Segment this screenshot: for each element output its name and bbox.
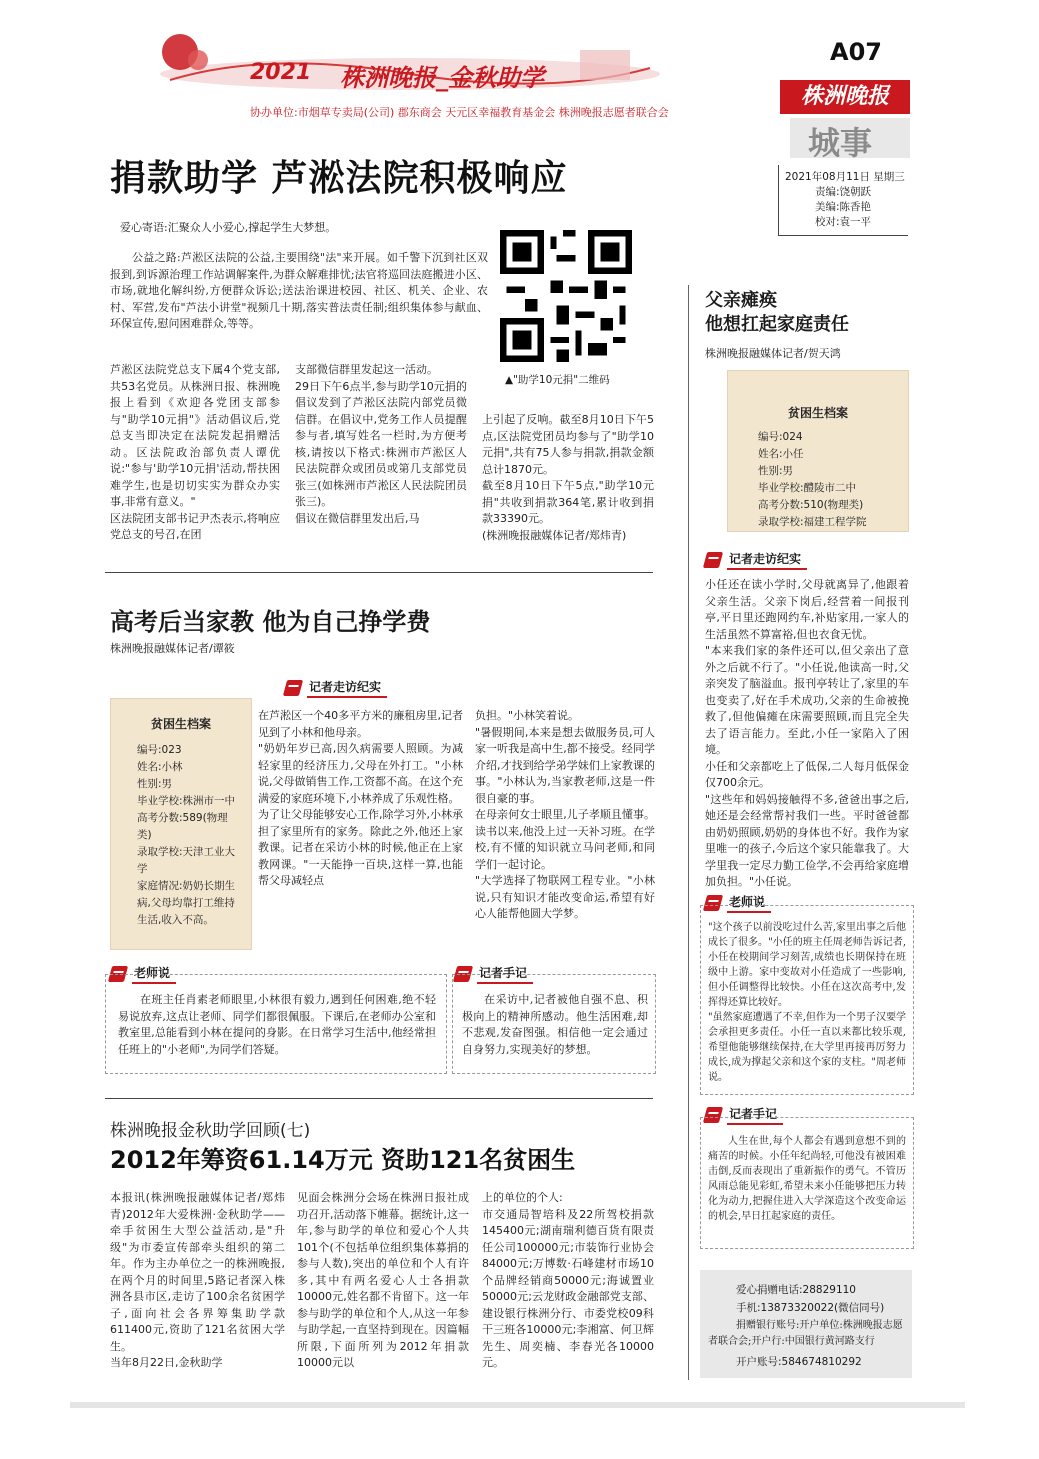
article4-visit-tag: 记者走访纪实 [705,550,807,570]
archive-title: 贫困生档案 [150,717,211,731]
article2-teacher-tag: 老师说 [110,964,176,984]
article3-headline: 2012年筹资61.14万元 资助121名贫困生 [110,1146,576,1174]
qr-caption: ▲"助学10元捐"二维码 [505,374,610,386]
article1-col3: 上引起了反响。截至8月10日下午5点,区法院党团员均参与了"助学10元捐",共有75人参与捐款,捐款金额总计1870元。 截至8月10日下午5点,"助学10元捐"共收到捐款364笔,累计收到捐款33390元。 (株洲晚报融媒体记者/郑炜青) [482,413,654,542]
article4-headline-2: 他想扛起家庭责任 [705,314,849,335]
editor: 责编:饶朝跃 [815,186,872,198]
article2-byline: 株洲晚报融媒体记者/谭筱 [110,642,235,655]
article4-archive-card [727,370,909,532]
qr-code[interactable] [500,230,632,362]
archive-row: 毕业学校:醴陵市二中 [758,482,857,494]
donation-account: 开户账号:584674810292 [736,1356,862,1368]
archive-row: 高考分数:510(物理类) [758,499,864,511]
page-code: A07 [830,38,882,66]
article4-teacher-text: "这个孩子以前没吃过什么苦,家里出事之后他成长了很多。"小任的班主任周老师告诉记者,小任在校期间学习刻苦,成绩也长期保持在班级中上游。家中变故对小任造成了一些影响,但小任调整得比较快。小任在这次高考中,发挥得还算比较好。 "虽然家庭遭遇了不幸,但作为一个男子汉要学会承担更多责任。小任一直以来都比较乐观,希望他能够继续保持,在大学里再接再厉努力成长,成为撑起父亲和这个家的支柱。"周老师说。 [708,922,906,1083]
article2-teacher-text: 在班主任肖素老师眼里,小林很有毅力,遇到任何困难,绝不轻易说放弃,这点让老师、同学们都很佩服。下课后,在老师办公室和教室里,总能看到小林在提问的身影。在日常学习生活中,他经常担任班上的"小老师",为同学们答疑。 [118,993,436,1056]
qr-code-icon [500,230,632,362]
article3-col1: 本报讯(株洲晚报融媒体记者/郑炜青)2012年大爱株洲·金秋助学——牵手贫困生大型公益活动,是"升级"为市委宣传部牵头组织的第二年。作为主办单位之一的株洲晚报,在两个月的时间里,5路记者深入株洲各县市区,走访了100余名贫困学子,面向社会各界筹集助学款611400元,资助了121名贫困大学生。 当年8月22日,金秋助学 [110,1191,285,1369]
designer: 美编:陈香艳 [815,201,872,213]
article1-col1: 芦淞区法院党总支下属4个党支部,共53名党员。从株洲日报、株洲晚报上看到《欢迎各党团支部参与"助学10元捐"》活动倡议后,党总支当即决定在法院发起捐赠活动。区法院政治部负责人谭优说:"参与'助学10元捐'活动,帮扶困难学生,也是切切实实为群众办实事,非常有意义。" 区法院团支部书记尹杰表示,将响应党总支的号召,在团 [110,363,280,541]
article2-visit-tag: 记者走访纪实 [285,678,387,698]
article4-notes-tag: 记者手记 [705,1105,783,1125]
banner-title: 株洲晚报_金秋助学 [340,64,544,92]
archive-row: 编号:023 [137,744,182,756]
banner-year: 2021 [250,60,312,85]
masthead-logo: 株洲晚报 [780,80,910,114]
archive-row: 编号:024 [758,431,803,443]
donation-bank: 捐赠银行账号:开户单位:株洲晚报志愿者联合会;开户行:中国银行黄河路支行 [708,1320,903,1347]
article4-visit-text: 小任还在读小学时,父母就离异了,他跟着父亲生活。父亲下岗后,经营着一间报刊亭,平日里还跑网约车,补贴家用,一家人的生活虽然不算富裕,但也衣食无忧。 "本来我们家的条件还可以,但父亲出了意外之后就不行了。"小任说,他读高一时,父亲突发了脑溢血。报刊亭转让了,家里的车也变卖了,好在手术成功,父亲的生命被挽救了,但他偏瘫在床需要照顾,而且完全失去了语言能力。至此,小任一家陷入了困境。 小任和父亲都吃上了低保,二人每月低保金仅700余元。 "这些年和妈妈接触得不多,爸爸出事之后,她还是会经常帮衬我们一些。平时爸爸都由奶奶照顾,奶奶的身体也不好。我作为家里唯一的孩子,今后这个家只能靠我了。大学里我一定尽力勤工俭学,不会再给家庭增加负担。"小任说。 [705,578,909,888]
pen-icon [283,680,303,696]
article3-kicker: 株洲晚报金秋助学回顾(七) [110,1121,311,1141]
event-banner [150,30,670,102]
article3-col2: 见面会株洲分会场在株洲日报社成功召开,活动落下帷幕。据统计,这一年,参与助学的单位和爱心个人共101个(不包括单位组织集体募捐的参与人数),突出的单位和个人有许多,其中有两名爱心人士各捐款10000元,姓名都不肯留下。这一年参与助学的单位和个人,从这一年参与助学起,一直坚持到现在。因篇幅所限,下面所列为2012年捐款10000元以 [297,1191,469,1369]
archive-row: 姓名:小任 [758,448,804,460]
archive-row: 姓名:小林 [137,761,183,773]
archive-row: 性别:男 [137,778,173,790]
article4-headline-1: 父亲瘫痪 [705,290,777,311]
archive-row: 毕业学校:株洲市一中 [137,795,236,807]
archive-row: 性别:男 [758,465,794,477]
article2-headline: 高考后当家教 他为自己挣学费 [110,608,431,636]
article2-col1: 在芦淞区一个40多平方米的廉租房里,记者见到了小林和他母亲。 "奶奶年岁已高,因久病需要人照顾。为减轻家里的经济压力,父母在外打工。"小林说,父母做销售工作,工资都不高。在这个充满爱的家庭环境下,小林养成了乐观性格。 为了让父母能够安心工作,除学习外,小林承担了家里所有的家务。除此之外,他还上家教课。记者在采访小林的时候,他正在上家教网课。"一天能挣一百块,这样一算,也能帮父母减轻点 [258,709,463,887]
article3-col3: 上的单位的个人: 市交通局智培科及22所驾校捐款145400元;湖南瑞利德百货有限责任公司100000元;市装饰行业协会84000元;万博数·石峰建材市场10个品牌经销商50000元;海诚置业50000元;云龙财政金融部党支部、建设银行株洲分行、市委党校09科干三班各10000元;李湘富、何卫辉先生、周奕楠、李春光各10000元。 [482,1191,654,1369]
article1-col2: 支部微信群里发起这一活动。 29日下午6点半,参与助学10元捐的倡议发到了芦淞区法院内部党员微信群。在倡议中,党务工作人员提醒参与者,填写姓名一栏时,为方便考核,请按以下格式:株洲市芦淞区人民法院群众或团员或第几支部党员张三(如株洲市芦淞区人民法院团员张三)。 倡议在微信群里发出后,马 [295,363,467,525]
article1-headline: 捐款助学 芦淞法院积极响应 [110,158,568,199]
article2-notes-tag: 记者手记 [455,964,533,984]
archive-row: 录取学校:天津工业大学 [137,846,236,875]
article2-notes-text: 在采访中,记者被他自强不息、积极向上的精神所感动。他生活困难,却不悲观,发奋图强。相信他一定会通过自身努力,实现美好的梦想。 [462,993,648,1056]
proofreader: 校对:袁一平 [815,216,872,228]
article2-archive-card [110,698,252,950]
section-name: 城事 [808,124,873,162]
archive-row: 高考分数:589(物理类) [137,812,228,841]
article4-teacher-tag: 老师说 [705,893,771,913]
footer-bar [70,1402,965,1408]
cosponsors: 协办单位:市烟草专卖局(公司) 郡东商会 天元区幸福教育基金会 株洲晚报志愿者联合会 [250,106,669,119]
article4-notes-text: 人生在世,每个人都会有遇到意想不到的痛苦的时候。小任年纪尚轻,可他没有被困难击倒,反而表现出了重新振作的勇气。不管历风雨总能见彩虹,希望未来小任能够把压力转化为动力,把握住进入大学深造这个改变命运的机会,早日扛起家庭的责任。 [708,1136,906,1222]
archive-title: 贫困生档案 [787,406,848,420]
article4-byline: 株洲晚报融媒体记者/贺天鸿 [705,347,841,360]
archive-row: 家庭情况:奶奶长期生病,父母均靠打工维持生活,收入不高。 [137,880,236,926]
donation-mobile: 手机:13873320022(微信同号) [736,1302,885,1314]
article2-col2: 负担。"小林笑着说。 "暑假期间,本来是想去做服务员,可人家一听我是高中生,都不接受。经同学介绍,才找到给学弟学妹们上家教课的事。"小林认为,当家教老师,这是一件很自豪的事。 在母亲何女士眼里,儿子孝顺且懂事。读书以来,他没上过一天补习班。在学校,有不懂的知识就立马问老师,和同学们一起讨论。 "大学选择了物联网工程专业。"小林说,只有知识才能改变命运,希望有好心人能帮他圆大学梦。 [475,709,655,920]
article1-message: 爱心寄语:汇聚众人小爱心,撑起学生大梦想。 [120,221,337,234]
pen-icon [703,552,723,568]
archive-row: 录取学校:福建工程学院 [758,516,867,528]
donation-box [700,1270,912,1378]
article1-intro: 公益之路:芦淞区法院的公益,主要围绕"法"来开展。如千警下沉到社区双报到,到诉源治理工作站调解案件,为群众解难排忧;法官将巡回法庭搬进小区、市场,就地化解纠纷,方便群众诉讼;送法治课进校园、社区、机关、企业、农村、军营,发布"芦法小讲堂"视频几十期,落实普法责任制;组织集体参与献血、环保宣传,慰问困难群众,等等。 [110,251,488,330]
issue-date: 2021年08月11日 星期三 [785,171,905,183]
donation-phone: 爱心捐赠电话:28829110 [736,1284,856,1296]
